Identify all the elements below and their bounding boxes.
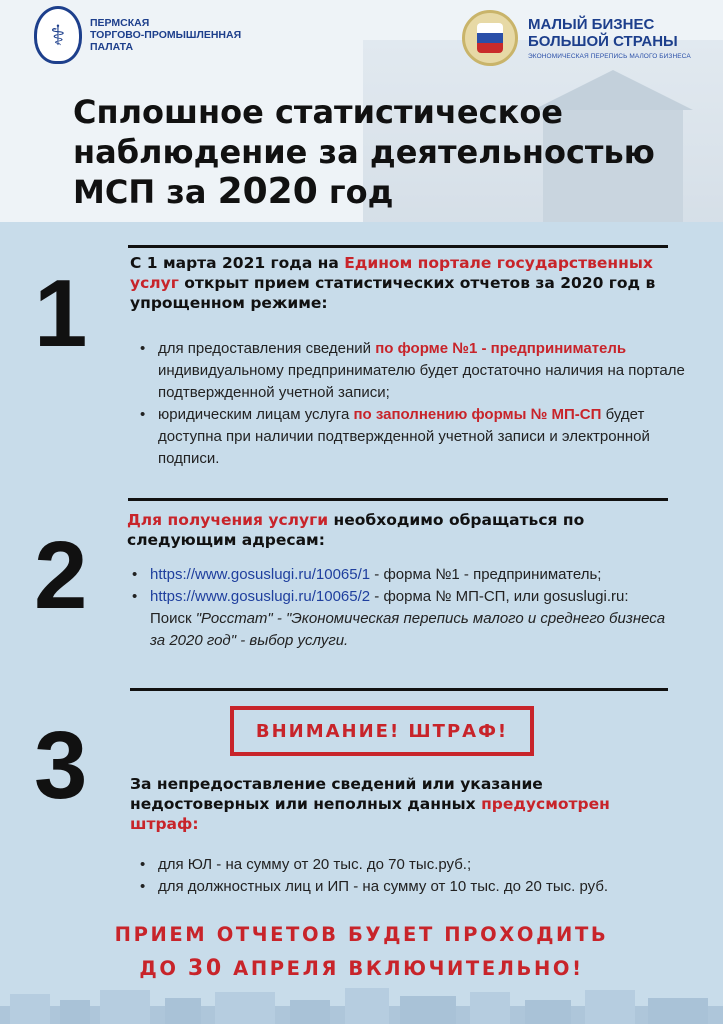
section2-bullet-list bbox=[130, 564, 670, 652]
section1-number: 1 bbox=[34, 260, 88, 367]
fine-warning-box: ВНИМАНИЕ! ШТРАФ! bbox=[230, 706, 534, 756]
section3-intro: За непредоставление сведений или указание недостоверных или неполных данных предусмотрен штраф: bbox=[130, 775, 610, 833]
section1-bullet-list bbox=[138, 338, 698, 470]
list-item: • https://www.gosuslugi.ru/10065/1 - форма №1 - предприниматель; bbox=[130, 564, 670, 586]
census-logo-line2: БОЛЬШОЙ СТРАНЫ bbox=[528, 33, 678, 50]
section3-number: 3 bbox=[34, 712, 88, 819]
gosuslugi-form1-link[interactable]: https://www.gosuslugi.ru/10065/1 bbox=[150, 566, 371, 583]
section2-divider bbox=[128, 498, 668, 501]
section1-intro: С 1 марта 2021 года на Едином портале государственных услуг открыт прием статистических отчетов за 2020 год в упрощенном режиме: bbox=[130, 254, 656, 312]
section3-bullet-list bbox=[138, 854, 698, 898]
list-item: • для предоставления сведений по форме №1 - предприниматель индивидуальному предпринимателю будет достаточно наличия на портале подтвержденной учетной записи; bbox=[138, 338, 698, 404]
city-silhouette-footer bbox=[0, 984, 723, 1024]
census-logo bbox=[462, 10, 691, 66]
list-item: • для ЮЛ - на сумму от 20 тыс. до 70 тыс.руб.; bbox=[138, 854, 698, 876]
page-title: Сплошное статистическое наблюдение за деятельностью МСП за 2020 год bbox=[73, 93, 655, 212]
chamber-of-commerce-logo bbox=[34, 6, 241, 64]
section1-divider bbox=[128, 245, 668, 248]
deadline-notice: ПРИЕМ ОТЧЕТОВ БУДЕТ ПРОХОДИТЬ ДО 30 АПРЕЛЯ ВКЛЮЧИТЕЛЬНО! bbox=[114, 923, 609, 981]
section2-intro: Для получения услуги необходимо обращаться по следующим адресам: bbox=[127, 511, 585, 549]
census-logo-subtitle: ЭКОНОМИЧЕСКАЯ ПЕРЕПИСЬ МАЛОГО БИЗНЕСА bbox=[528, 53, 691, 60]
chamber-logo-text: ПЕРМСКАЯ ТОРГОВО-ПРОМЫШЛЕННАЯ ПАЛАТА bbox=[90, 17, 242, 53]
section2-number: 2 bbox=[34, 522, 88, 629]
section3-divider bbox=[130, 688, 668, 691]
list-item: • юридическим лицам услуга по заполнению формы № МП-СП будет доступна при наличии подтвержденной учетной записи и электронной подписи. bbox=[138, 404, 698, 470]
list-item: • https://www.gosuslugi.ru/10065/2 - форма № МП-СП, или gosuslugi.ru: Поиск "Росстат" - "Экономическая перепись малого и среднего бизнеса за 2020 год" - выбор услуги. bbox=[130, 586, 670, 652]
census-seal-icon bbox=[462, 10, 518, 66]
caduceus-emblem-icon: ⚕ bbox=[34, 6, 82, 64]
list-item: • для должностных лиц и ИП - на сумму от 10 тыс. до 20 тыс. руб. bbox=[138, 876, 698, 898]
census-logo-line1: МАЛЫЙ БИЗНЕС bbox=[528, 16, 655, 33]
gosuslugi-form-mpsp-link[interactable]: https://www.gosuslugi.ru/10065/2 bbox=[150, 588, 371, 605]
header-banner bbox=[0, 0, 723, 222]
